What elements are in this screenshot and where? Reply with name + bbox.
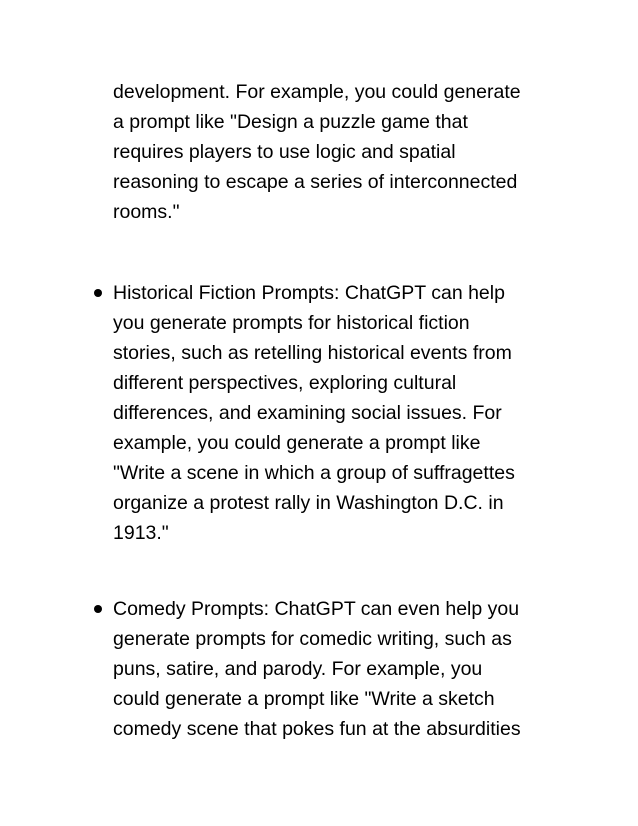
bullet-line: comedy scene that pokes fun at the absurdities [113,718,521,740]
bullet-line: generate prompts for comedic writing, such as [113,628,512,650]
bullet-line: "Write a scene in which a group of suffragettes [113,462,515,484]
bullet-icon [94,605,102,613]
bullet-icon [94,289,102,297]
bullet-line: puns, satire, and parody. For example, you [113,658,483,680]
paragraph-line: a prompt like "Design a puzzle game that [113,111,468,133]
bullet-line: differences, and examining social issues. For [113,402,502,424]
bullet-line: you generate prompts for historical fiction [113,312,470,334]
bullet-line: Comedy Prompts: ChatGPT can even help you [113,598,520,620]
bullet-line: different perspectives, exploring cultural [113,372,457,394]
bullet-line: organize a protest rally in Washington D.C. in [113,492,504,514]
paragraph-line: rooms." [113,201,180,223]
bullet-line: example, you could generate a prompt like [113,432,481,454]
bullet-line: could generate a prompt like "Write a sketch [113,688,495,710]
bullet-line: 1913." [113,522,169,544]
bullet-line: stories, such as retelling historical events from [113,342,512,364]
paragraph-line: development. For example, you could generate [113,81,521,103]
paragraph-line: reasoning to escape a series of interconnected [113,171,518,193]
paragraph-line: requires players to use logic and spatial [113,141,456,163]
bullet-line: Historical Fiction Prompts: ChatGPT can help [113,282,505,304]
